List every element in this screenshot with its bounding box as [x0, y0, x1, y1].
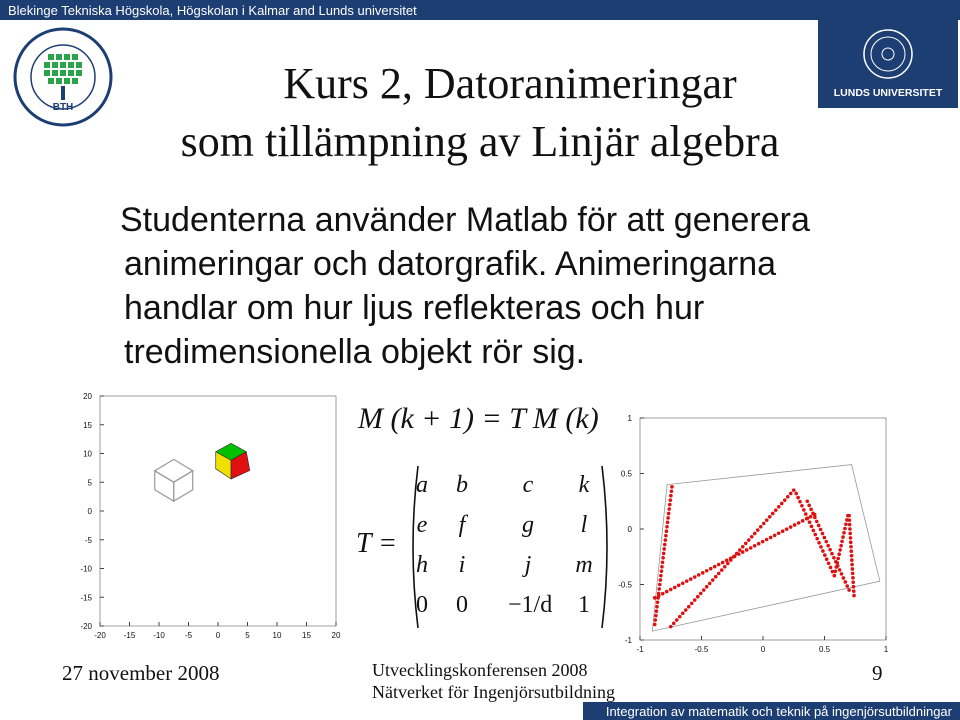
data-point	[807, 503, 811, 507]
data-point	[837, 552, 841, 556]
plot-frame	[100, 396, 336, 626]
data-point	[654, 614, 658, 618]
data-point	[765, 538, 769, 542]
data-point	[662, 547, 666, 551]
data-point	[659, 574, 663, 578]
data-point	[823, 536, 827, 540]
matrix-cell: e	[416, 512, 428, 538]
data-point	[848, 532, 852, 536]
footer-conference: Utvecklingskonferensen 2008	[372, 660, 588, 680]
data-point	[848, 518, 852, 522]
data-point	[819, 545, 823, 549]
data-point	[665, 529, 669, 533]
wire-cube	[155, 459, 193, 501]
data-point	[843, 580, 847, 584]
data-point	[838, 568, 842, 572]
data-point	[844, 522, 848, 526]
data-point	[773, 534, 777, 538]
data-point	[813, 533, 817, 537]
data-point	[849, 545, 853, 549]
data-point	[666, 521, 670, 525]
data-point	[796, 496, 800, 500]
data-point	[852, 585, 856, 589]
data-point	[759, 525, 763, 529]
data-point	[808, 520, 812, 524]
data-point	[705, 585, 709, 589]
data-point	[697, 573, 701, 577]
data-point	[717, 572, 721, 576]
data-point	[705, 569, 709, 573]
data-point	[669, 588, 673, 592]
data-point	[744, 542, 748, 546]
data-point	[852, 589, 856, 593]
matrix-cell: g	[522, 512, 534, 538]
data-point	[685, 579, 689, 583]
data-point	[702, 588, 706, 592]
data-point	[721, 561, 725, 565]
data-point	[741, 545, 745, 549]
data-point	[836, 557, 840, 561]
data-point	[696, 595, 700, 599]
data-point	[666, 516, 670, 520]
data-point	[802, 508, 806, 512]
data-point	[725, 559, 729, 563]
data-point	[783, 498, 787, 502]
y-tick-label: 0.5	[620, 469, 632, 479]
data-point	[678, 615, 682, 619]
matrix-cell: m	[575, 552, 593, 578]
data-point	[675, 618, 679, 622]
matrix-cell: 0	[416, 592, 428, 618]
x-tick-label: -5	[184, 631, 193, 640]
data-point	[713, 565, 717, 569]
data-point	[809, 508, 813, 512]
data-point	[667, 507, 671, 511]
data-point	[657, 594, 661, 598]
data-point	[681, 612, 685, 616]
data-point	[835, 561, 839, 565]
data-point	[653, 623, 657, 627]
data-point	[834, 570, 838, 574]
footer-date: 27 november 2008	[62, 661, 220, 685]
data-point	[848, 523, 852, 527]
data-point	[821, 532, 825, 536]
y-tick-label: 10	[83, 449, 92, 459]
data-point	[851, 567, 855, 571]
x-tick-label: 1	[883, 645, 889, 654]
x-tick-label: 5	[245, 631, 250, 640]
projected-frame	[652, 465, 880, 632]
x-tick-label: 15	[302, 631, 311, 640]
data-point	[654, 618, 658, 622]
data-point	[817, 524, 821, 528]
y-tick-label: -0.5	[618, 580, 632, 590]
data-point	[717, 563, 721, 567]
x-tick-label: -0.5	[694, 645, 709, 654]
data-point	[670, 489, 674, 493]
data-point	[850, 554, 854, 558]
data-point	[810, 525, 814, 529]
data-point	[850, 563, 854, 567]
data-point	[657, 587, 661, 591]
data-point	[656, 600, 660, 604]
x-tick-label: -10	[153, 631, 165, 640]
data-point	[840, 540, 844, 544]
wire-cube-left	[155, 471, 174, 501]
x-tick-label: 0.5	[818, 645, 831, 654]
body-line: handlar om hur ljus reflekteras och hur	[124, 289, 705, 327]
data-point	[789, 492, 793, 496]
data-point	[825, 557, 829, 561]
body-line: Studenterna använder Matlab för att generera	[120, 201, 810, 239]
matrix-cell: a	[416, 472, 428, 498]
cube-plot	[70, 386, 342, 648]
data-point	[815, 520, 819, 524]
y-tick-label: 5	[87, 478, 92, 488]
data-point	[813, 516, 817, 520]
data-point	[661, 592, 665, 596]
data-point	[669, 625, 673, 629]
y-tick-label: 0	[87, 507, 92, 516]
data-point	[815, 537, 819, 541]
data-point	[777, 532, 781, 536]
matrix-cell: 0	[456, 592, 468, 618]
data-point	[669, 498, 673, 502]
data-point	[797, 521, 801, 525]
x-tick-label: 0	[760, 645, 766, 654]
data-point	[726, 562, 730, 566]
data-point	[811, 512, 815, 516]
data-point	[741, 550, 745, 554]
data-point	[829, 566, 833, 570]
data-point	[711, 578, 715, 582]
bottom-bar	[583, 702, 960, 720]
data-point	[709, 567, 713, 571]
data-point	[817, 541, 821, 545]
data-point	[753, 532, 757, 536]
data-point	[806, 516, 810, 520]
recurrence-equation: M (k + 1) = T M (k)	[358, 402, 599, 435]
data-point	[662, 552, 666, 556]
data-point	[824, 540, 828, 544]
data-point	[801, 519, 805, 523]
data-point	[828, 548, 832, 552]
slide-title-line2: som tillämpning av Linjär algebra	[180, 117, 780, 166]
data-point	[687, 605, 691, 609]
y-tick-label: -5	[84, 535, 92, 545]
data-point	[794, 492, 798, 496]
data-point	[693, 575, 697, 579]
matrix-label: T =	[356, 528, 397, 559]
data-point	[750, 535, 754, 539]
data-point	[833, 574, 837, 578]
data-point	[841, 535, 845, 539]
data-point	[847, 588, 851, 592]
data-point	[769, 536, 773, 540]
data-point	[659, 578, 663, 582]
body-line: animeringar och datorgrafik. Animeringarna	[124, 245, 777, 283]
y-tick-label: 20	[83, 392, 92, 401]
data-point	[823, 553, 827, 557]
matrix-cell: −1/d	[508, 592, 553, 618]
y-tick-label: 0	[627, 525, 632, 534]
data-point	[819, 528, 823, 532]
data-point	[804, 512, 808, 516]
data-point	[708, 582, 712, 586]
data-point	[729, 556, 733, 560]
matrix-cell: b	[456, 472, 468, 498]
x-tick-label: 0	[215, 631, 221, 640]
wire-cube-right	[174, 471, 193, 501]
data-point	[720, 568, 724, 572]
y-tick-label: -15	[80, 593, 92, 603]
data-point	[747, 538, 751, 542]
data-point	[812, 529, 816, 533]
x-tick-label: -1	[636, 645, 644, 654]
data-point	[765, 518, 769, 522]
data-point	[660, 569, 664, 573]
y-tick-label: -10	[80, 564, 92, 574]
data-point	[693, 598, 697, 602]
data-point	[852, 594, 856, 598]
data-point	[660, 565, 664, 569]
data-point	[827, 561, 831, 565]
transform-matrix	[410, 462, 610, 632]
data-point	[667, 512, 671, 516]
data-point	[851, 580, 855, 584]
data-point	[669, 494, 673, 498]
footer-page-number: 9	[872, 661, 883, 685]
matrix-cell: 1	[578, 592, 590, 618]
header-org-text: Blekinge Tekniska Högskola, Högskolan i Kalmar and Lunds universitet	[8, 3, 417, 18]
bth-logo-text: BTH	[52, 102, 74, 113]
data-point	[681, 581, 685, 585]
data-point	[774, 508, 778, 512]
data-point	[664, 538, 668, 542]
data-point	[663, 543, 667, 547]
data-point	[714, 575, 718, 579]
lund-logo-text: LUNDS UNIVERSITET	[833, 87, 943, 99]
slide-title-line1: Kurs 2, Datoranimeringar	[283, 59, 737, 108]
data-point	[733, 554, 737, 558]
data-point	[658, 583, 662, 587]
body-line: tredimensionella objekt rör sig.	[124, 333, 586, 371]
data-point	[847, 514, 851, 518]
bottom-bar-text: Integration av matematik och teknik på ingenjörsutbildningar	[605, 704, 952, 719]
data-point	[850, 558, 854, 562]
data-point	[786, 495, 790, 499]
data-point	[832, 556, 836, 560]
data-point	[653, 596, 657, 600]
data-point	[665, 525, 669, 529]
data-point	[701, 571, 705, 575]
header-bar	[0, 0, 960, 20]
matrix-cell: f	[458, 512, 466, 538]
data-point	[699, 592, 703, 596]
data-point	[738, 548, 742, 552]
data-point	[670, 485, 674, 489]
data-point	[756, 528, 760, 532]
matrix-cell: c	[522, 472, 534, 498]
data-point	[655, 605, 659, 609]
data-point	[826, 544, 830, 548]
data-point	[849, 549, 853, 553]
y-tick-label: -20	[80, 622, 92, 631]
data-point	[805, 499, 809, 503]
matrix-cell: h	[416, 552, 428, 578]
data-point	[771, 512, 775, 516]
data-point	[768, 515, 772, 519]
data-point	[840, 572, 844, 576]
data-point	[838, 548, 842, 552]
data-point	[798, 500, 802, 504]
data-point	[665, 590, 669, 594]
data-point	[830, 552, 834, 556]
data-point	[845, 584, 849, 588]
y-tick-label: 1	[627, 414, 632, 423]
data-point	[723, 565, 727, 569]
footer-network: Nätverket för Ingenjörsutbildning	[372, 682, 615, 702]
data-point	[689, 577, 693, 581]
data-point	[762, 522, 766, 526]
matrix-cell: j	[524, 552, 532, 578]
x-tick-label: 10	[272, 631, 282, 640]
data-point	[849, 541, 853, 545]
data-point	[842, 531, 846, 535]
data-point	[664, 534, 668, 538]
data-point	[792, 488, 796, 492]
slide-body	[120, 198, 920, 374]
y-tick-label: 15	[83, 420, 92, 430]
data-point	[749, 546, 753, 550]
data-point	[821, 549, 825, 553]
data-point	[668, 503, 672, 507]
data-point	[745, 548, 749, 552]
data-point	[781, 529, 785, 533]
data-point	[737, 552, 741, 556]
data-point	[761, 540, 765, 544]
data-point	[839, 544, 843, 548]
x-tick-label: -20	[94, 631, 106, 640]
matrix-cell: l	[580, 512, 588, 538]
data-point	[684, 608, 688, 612]
data-point	[780, 502, 784, 506]
data-point	[842, 576, 846, 580]
data-point	[777, 505, 781, 509]
data-point	[800, 504, 804, 508]
data-point	[757, 542, 761, 546]
data-point	[677, 584, 681, 588]
data-point	[655, 609, 659, 613]
projection-plot	[610, 408, 898, 658]
x-tick-label: -15	[123, 631, 136, 640]
data-point	[789, 525, 793, 529]
data-point	[851, 572, 855, 576]
data-point	[834, 565, 838, 569]
y-tick-label: -1	[624, 636, 632, 645]
data-point	[843, 527, 847, 531]
data-point	[848, 527, 852, 531]
data-point	[793, 523, 797, 527]
matrix-cell: i	[458, 552, 466, 578]
data-point	[753, 544, 757, 548]
data-point	[690, 602, 694, 606]
wire-cube-top	[155, 459, 193, 482]
data-point	[673, 586, 677, 590]
matrix-cell: k	[578, 472, 590, 498]
data-point	[785, 527, 789, 531]
data-point	[849, 536, 853, 540]
x-tick-label: 20	[331, 631, 341, 640]
data-point	[661, 556, 665, 560]
data-point	[661, 561, 665, 565]
data-point	[851, 576, 855, 580]
data-point	[672, 622, 676, 626]
